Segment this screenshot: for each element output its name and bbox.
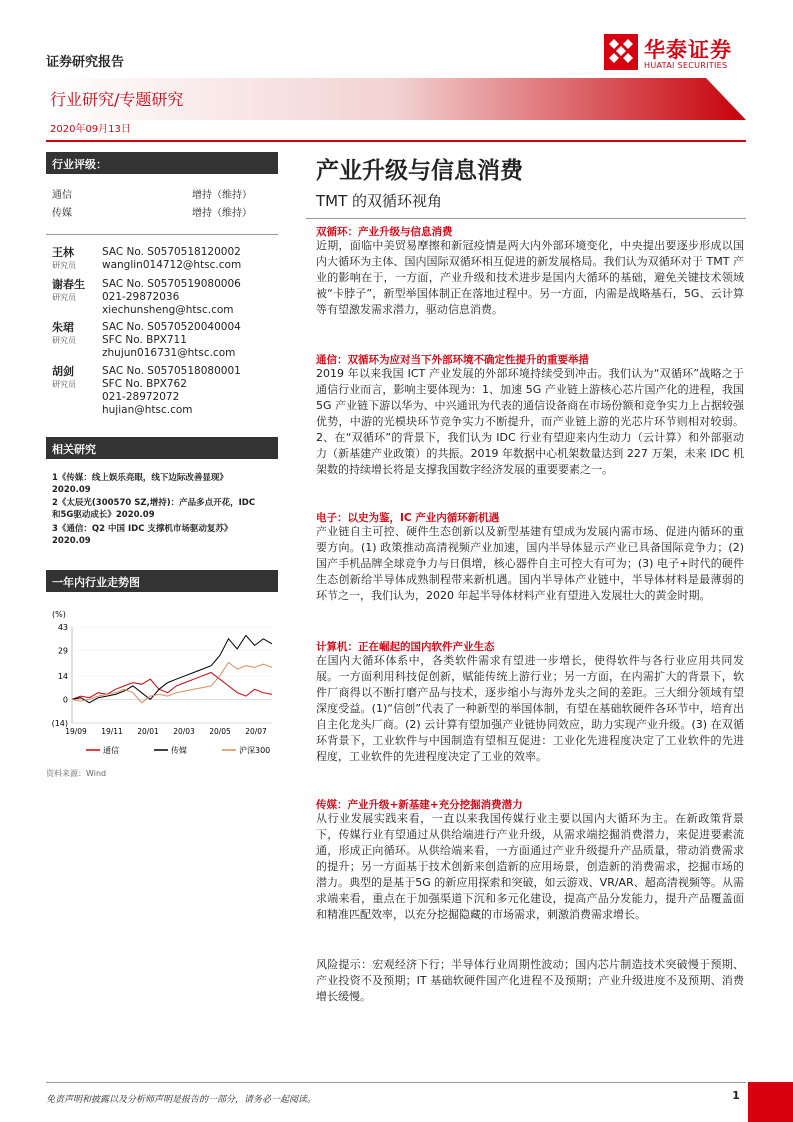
report-category: 行业研究/专题研究 — [50, 90, 184, 109]
chart-series-line — [72, 635, 272, 702]
chart-legend-label: 沪深300 — [239, 746, 271, 755]
analyst-sfc: SFC No. BPX711 — [102, 334, 187, 346]
rating-row — [52, 204, 278, 219]
analyst-name: 王林 — [52, 246, 74, 259]
analyst-sac: SAC No. S0570519080006 — [102, 278, 241, 290]
section-body: 近期，面临中美贸易摩擦和新冠疫情是两大内外部环境变化，中央提出要逐步形成以国内大循环为主体、国内国际双循环相互促进的新发展格局。我们认为双循环对于 TMT 产业的影响在于，一方面，产业升级和技术进步是国内大循环的基础，避免关键技术领域被“卡脖子”，新型举国体制正在落地过程中。另一方面，内需是战略基石，5G、云计算等有望激发需求潜力，驱动信息消费。 — [316, 239, 744, 316]
analyst-sac: SAC No. S0570518080001 — [102, 365, 241, 377]
section-body: 在国内大循环体系中，各类软件需求有望进一步增长，使得软件与各行业应用共同发展。一方面利用科技促创新，赋能传统上游行业；另一方面，在内需扩大的背景下，软件厂商得以不断打磨产品与技术，逐步缩小与海外龙头之间的差距。三大细分领域有望深度受益。(1)“信创”代表了一种新型的举国体制，有望在基础软硬件各环节中，培育出自主化龙头厂商。(2) 云计算有望加强产业链协同效应，助力实现产业升级。(3) 在双循环背景下，工业软件与中国制造有望相互促进：工业化先进程度决定了工业软件的先进程度，工业软件的先进程度决定了工业的效率。 — [316, 654, 744, 763]
related-item[interactable]: 和5G驱动成长》2020.09 — [52, 510, 155, 520]
chart-legend-label: 传媒 — [171, 746, 187, 755]
analyst-phone: 021-29872036 — [102, 291, 180, 303]
rating-value: 增持（维持） — [192, 190, 252, 201]
section-heading: 双循环：产业升级与信息消费 — [316, 226, 453, 238]
page-corner-tab — [748, 1082, 793, 1122]
document-type: 证券研究报告 — [46, 55, 125, 70]
chart-ytick-label: (14) — [51, 719, 68, 728]
analyst-email[interactable]: hujian@htsc.com — [102, 404, 193, 416]
chart-ytick-label: 29 — [57, 646, 68, 656]
analyst-sac: SAC No. S0570520040004 — [102, 321, 241, 333]
related-research-header: 相关研究 — [46, 437, 278, 459]
analyst-card — [52, 321, 278, 361]
title-divider — [306, 218, 746, 219]
chart-ytick-label: 14 — [57, 671, 68, 681]
section-heading: 通信：双循环为应对当下外部环境不确定性提升的重要举措 — [316, 354, 589, 366]
related-item[interactable]: 1《传媒：线上娱乐亮眼，线下边际改善显现》 — [52, 473, 228, 483]
section-body: 产业链自主可控、硬件生态创新以及新型基建有望成为发展内需市场、促进内循环的重要方向。(1) 政策推动高清视频产业加速，国内半导体显示产业已具备国际竞争力；(2) 国产手机品牌全球竞争力与日俱增，核心器件自主可控大有可为；(3) 电子+时代的硬件生态创新给半导体成熟制程带来新机遇。国内半导体产业链中，半导体材料是最薄弱的环节之一，我们认为，2020 年起半导体材料产业有望进入发展壮大的黄金时期。 — [316, 525, 744, 602]
analyst-title: 研究员 — [52, 261, 76, 270]
risk-warning: 风险提示：宏观经济下行；半导体行业周期性波动；国内芯片制造技术突破慢于预期、产业投资不及预期；IT 基础软硬件国产化进程不及预期；产业升级进度不及预期、消费增长缓慢。 — [316, 958, 744, 1003]
analyst-title: 研究员 — [52, 293, 76, 302]
page-number: 1 — [732, 1089, 740, 1102]
chart-legend-label: 通信 — [103, 746, 119, 755]
analyst-title: 研究员 — [52, 336, 76, 345]
header-divider — [46, 140, 746, 142]
rating-value: 增持（维持） — [192, 208, 252, 219]
chart-ytick-label: 43 — [57, 623, 68, 632]
section-heading: 计算机：正在崛起的国内软件产业生态 — [316, 641, 495, 653]
chart-ytick-label: 0 — [62, 695, 68, 705]
report-subtitle: TMT 的双循环视角 — [316, 192, 443, 210]
chart-xtick-label: 20/01 — [137, 727, 159, 736]
section-heading: 传媒：产业升级+新基建+充分挖掘消费潜力 — [316, 799, 523, 811]
chart-xtick-label: 19/09 — [65, 727, 87, 736]
chart-xtick-label: 19/11 — [101, 727, 123, 736]
section-body: 2019 年以来我国 ICT 产业发展的外部环境持续受到冲击。我们认为“双循环”战略之于通信行业而言，影响主要体现为：1、加速 5G 产业链上游核心芯片国产化的进程，我国 5G 产业链下游以华为、中兴通讯为代表的通信设备商在市场份额和竞争实力上占据较强优势，中游的光模块环节竞争实力不断提升，而产业链上游的光芯片环节则相对较弱。2、在“双循环”的背景下，我们认为 IDC 行业有望迎来内生动力（云计算）和外部驱动力（新基建产业政策）的共振。2019 年数据中心机架数量达到 227 万架，未来 IDC 机架数的持续增长将是支撑我国数字经济发展的重要要素之一。 — [316, 367, 744, 476]
report-title: 产业升级与信息消费 — [316, 158, 523, 184]
section-body: 从行业发展实践来看，一直以来我国传媒行业主要以国内大循环为主。在新政策背景下，传媒行业有望通过从供给端进行产业升级，从需求端挖掘消费潜力，来促进要素流通，形成正向循环。从供给端来看，一方面通过产业升级提升产品质量，带动消费需求的提升；另一方面基于技术创新来创造新的应用场景，创造新的消费需求，挖掘市场的潜力。典型的是基于5G 的新应用探索和突破，如云游戏、VR/AR、超高清视频等。从需求端来看，重点在于加强渠道下沉和多元化建设，提高产品分发能力，提升产品覆盖面和精准匹配效率，以充分挖掘隐藏的市场需求，刺激消费需求增长。 — [316, 812, 744, 921]
divider — [46, 234, 278, 235]
trend-chart-header: 一年内行业走势图 — [46, 570, 278, 592]
related-item[interactable]: 3《通信：Q2 中国 IDC 支撑机市场驱动复苏》 — [52, 524, 233, 534]
footer-disclaimer: 免责声明和披露以及分析师声明是报告的一部分，请务必一起阅读。 — [46, 1095, 317, 1105]
analyst-title: 研究员 — [52, 380, 76, 389]
analyst-card — [52, 365, 278, 419]
chart-source: 资料来源：Wind — [46, 769, 107, 778]
related-item[interactable]: 2《太辰光(300570 SZ,增持)：产品多点开花，IDC — [52, 498, 256, 508]
rating-section-header: 行业评级： — [46, 152, 278, 174]
chart-xtick-label: 20/05 — [209, 727, 231, 736]
analyst-email[interactable]: wanglin014712@htsc.com — [102, 259, 242, 271]
analyst-name: 胡剑 — [52, 365, 74, 378]
analyst-sfc: SFC No. BPX762 — [102, 378, 187, 390]
related-item-date: 2020.09 — [52, 485, 91, 495]
analyst-phone: 021-28972072 — [102, 391, 180, 403]
analyst-email[interactable]: zhujun016731@htsc.com — [102, 347, 236, 359]
analyst-name: 谢春生 — [52, 278, 85, 291]
rating-industry: 通信 — [52, 190, 72, 201]
related-item-date: 2020.09 — [52, 536, 91, 546]
section-heading: 电子：以史为鉴，IC 产业内循环新机遇 — [316, 512, 500, 524]
footer-divider — [46, 1082, 746, 1083]
logo-text-cn: 华泰证券 — [644, 38, 732, 62]
chart-xtick-label: 20/07 — [245, 727, 267, 736]
huatai-logo — [604, 34, 744, 74]
logo-text-en: HUATAI SECURITIES — [644, 61, 728, 70]
chart-xtick-label: 20/03 — [173, 727, 195, 736]
rating-industry: 传媒 — [52, 208, 72, 219]
analyst-email[interactable]: xiechunsheng@htsc.com — [102, 304, 234, 316]
rating-row — [52, 186, 278, 201]
report-date: 2020年09月13日 — [50, 124, 131, 135]
chart-ylabel: (%) — [52, 610, 66, 619]
analyst-sac: SAC No. S0570518120002 — [102, 246, 241, 258]
huatai-logo-mark-icon — [604, 34, 638, 70]
analyst-name: 朱珺 — [52, 321, 74, 334]
trend-chart — [46, 603, 278, 763]
